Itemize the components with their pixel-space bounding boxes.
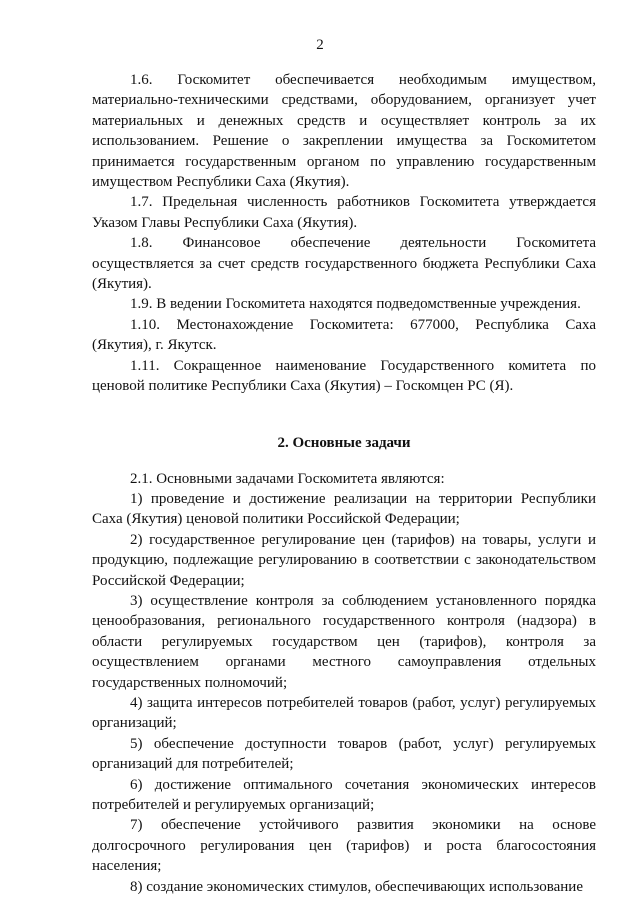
task-item-7: 7) обеспечение устойчивого развития экономики на основе долгосрочного регулирования цен (тарифов) и роста благосостояния населения;: [92, 817, 596, 875]
task-item-5: 5) обеспечение доступности товаров (работ, услуг) регулируемых организаций для потребителей;: [92, 735, 596, 773]
clause-1-6: 1.6. Госкомитет обеспечивается необходимым имуществом, материально-техническими средствами, оборудованием, организует учет материальных и денежных средств и осуществляет контроль за их использованием. Решение о закреплении имущества за Госкомитетом принимается государственным органом по управлению государственным имуществом Республики Саха (Якутия).: [92, 72, 596, 191]
task-item-6: 6) достижение оптимального сочетания экономических интересов потребителей и регулируемых организаций;: [92, 776, 596, 813]
clause-1-7: 1.7. Предельная численность работников Госкомитета утверждается Указом Главы Республики Саха (Якутия).: [92, 194, 596, 231]
clause-1-10: 1.10. Местонахождение Госкомитета: 677000, Республика Саха (Якутия), г. Якутск.: [92, 316, 596, 354]
task-item-1: 1) проведение и достижение реализации на территории Республики Саха (Якутия) ценовой политики Российской Федерации;: [92, 490, 596, 528]
document-body: [92, 70, 596, 897]
clause-1-9: 1.9. В ведении Госкомитета находятся подведомственные учреждения.: [130, 296, 581, 313]
clause-2-1: 2.1. Основными задачами Госкомитета являются:: [130, 470, 445, 487]
section-2-heading: 2. Основные задачи: [277, 434, 411, 451]
section-1-continuation: [92, 70, 596, 397]
task-item-4: 4) защита интересов потребителей товаров (работ, услуг) регулируемых организаций;: [92, 694, 596, 732]
task-item-2: 2) государственное регулирование цен (тарифов) на товары, услуги и продукцию, подлежащие регулированию в соответствии с законодательством Российской Федерации;: [92, 531, 596, 589]
task-item-3: 3) осуществление контроля за соблюдением установленного порядка ценообразования, регионального государственного контроля (надзора) в области регулируемых государством цен (тарифов), контроля за осуществлением органами местного самоуправления отдельных государственных полномочий;: [92, 592, 596, 691]
section-2-tasks: [92, 469, 596, 898]
clause-1-11: 1.11. Сокращенное наименование Государственного комитета по ценовой политике Республики Саха (Якутия) – Госкомцен РС (Я).: [92, 357, 596, 395]
page-number: 2: [316, 37, 324, 53]
task-item-8: 8) создание экономических стимулов, обеспечивающих использование: [130, 878, 583, 895]
clause-1-8: 1.8. Финансовое обеспечение деятельности Госкомитета осуществляется за счет средств государственного бюджета Республики Саха (Якутия).: [92, 235, 596, 293]
